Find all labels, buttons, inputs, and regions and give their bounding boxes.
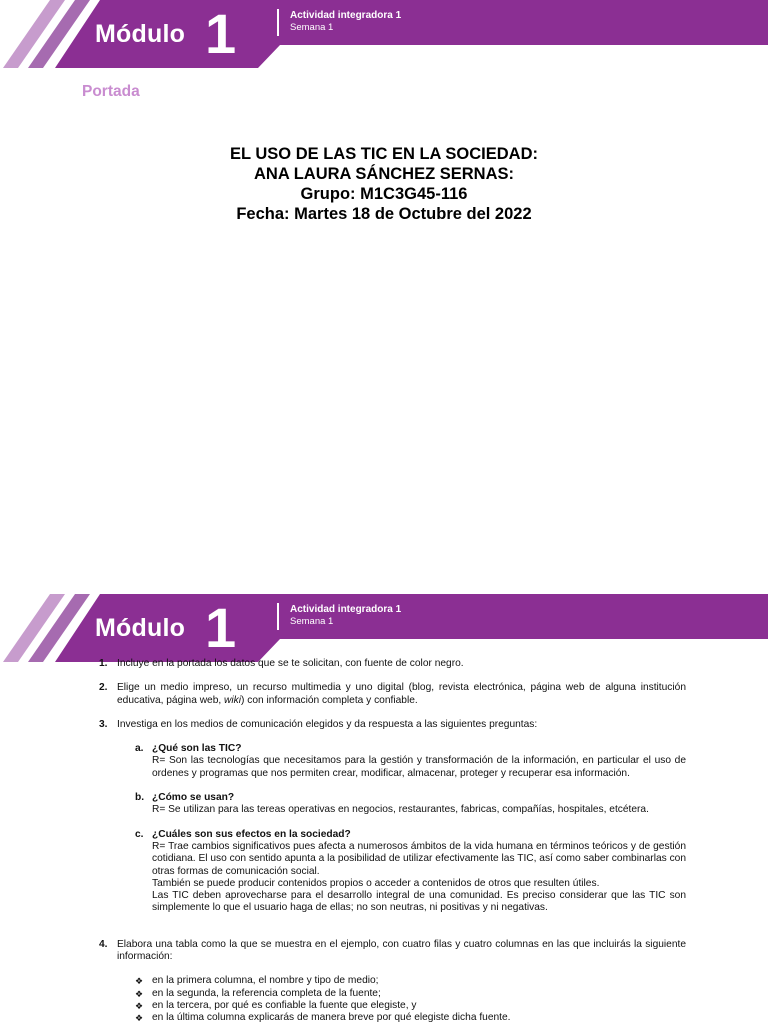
header-divider	[277, 9, 279, 36]
item-text: Incluye en la portada los datos que se te solicitan, con fuente de color negro.	[117, 658, 464, 669]
item-text: Investiga en los medios de comunicación elegidos y da respuesta a las siguientes preguntas:	[117, 718, 538, 730]
cover-author: ANA LAURA SÁNCHEZ SERNAS:	[253, 165, 515, 183]
bullet-text: en la tercera, por qué es confiable la fuente que elegiste, y	[152, 999, 417, 1011]
item-number: 4.	[99, 938, 108, 950]
question-text: ¿Cómo se usan?	[152, 792, 235, 804]
module-banner	[0, 594, 768, 664]
bullet-list	[135, 975, 686, 1024]
answer-text: R= Se utilizan para las tereas operativas en negocios, restaurantes, fabricas, compañías, hospitales, etcétera.	[152, 804, 649, 816]
question-letter: a.	[135, 743, 144, 755]
bullet-symbol: ❖	[135, 1013, 144, 1024]
page-2	[0, 594, 768, 1024]
instruction-item	[99, 938, 686, 1024]
item-number: 1.	[99, 658, 108, 669]
cover-block	[0, 144, 768, 224]
bullet-item	[135, 1000, 686, 1012]
item-text: Elabora una tabla como la que se muestra en el ejemplo, con cuatro filas y cuatro columnas en las que incluirás la siguiente información:	[117, 938, 686, 963]
item-number: 2.	[99, 682, 108, 694]
bullet-symbol: ❖	[135, 988, 144, 999]
question-a	[135, 743, 686, 780]
instruction-item	[99, 658, 686, 670]
answer-text-3: Las TIC deben aprovecharse para el desarrollo integral de una comunidad. Es preciso considerar que las TIC son simplemente lo que el usuario haga de ellas; no son neutras, ni positivas y ni negativas.	[152, 890, 686, 914]
item-text-part: ) con información completa y confiable.	[241, 694, 418, 706]
answer-text: R= Son las tecnologías que necesitamos para la gestión y transformación de la información, en particular el uso de ordenes y programas que nos permiten crear, modificar, almacenar, proteger y recuperar esa información.	[152, 755, 686, 779]
bullet-item	[135, 988, 686, 1000]
module-word: Módulo	[95, 614, 186, 642]
module-banner	[0, 0, 768, 70]
module-number: 1	[205, 596, 237, 659]
bullet-text: en la última columna explicarás de manera breve por qué elegiste dicha fuente.	[152, 1012, 511, 1024]
module-number: 1	[205, 2, 237, 65]
cover-date: Fecha: Martes 18 de Octubre del 2022	[236, 205, 532, 223]
cover-title: EL USO DE LAS TIC EN LA SOCIEDAD:	[229, 145, 539, 163]
bullet-symbol: ❖	[135, 976, 144, 987]
answer-text-2: También se puede producir contenidos propios o acceder a contenidos de otros que resulten útiles.	[152, 877, 600, 889]
bullet-item	[135, 975, 686, 987]
activity-title: Actividad integradora 1	[290, 10, 402, 21]
instruction-item	[99, 682, 686, 707]
question-text: ¿Qué son las TIC?	[152, 743, 242, 755]
question-letter: c.	[135, 828, 144, 840]
header-divider	[277, 603, 279, 630]
instructions	[0, 658, 768, 1024]
bullet-text: en la primera columna, el nombre y tipo de medio;	[152, 975, 379, 987]
question-b	[135, 792, 686, 817]
question-c	[135, 828, 686, 915]
instruction-item	[99, 718, 686, 915]
item-text-part: Elige un medio impreso, un recurso multimedia y uno digital (blog, revista electrónica, página web de alguna institución educativa, página web,	[117, 682, 686, 706]
item-text	[117, 682, 686, 707]
answer-text: R= Trae cambios significativos pues afecta a numerosos ámbitos de la vida humana en términos teóricos y de gestión cotidiana. El uso con sentido apunta a la posibilidad de utilizar efectivamente las TIC, así como saber combinarlas con otras formas de comunicación social.	[152, 840, 686, 877]
bullet-symbol: ❖	[135, 1000, 144, 1011]
item-number: 3.	[99, 718, 108, 730]
activity-title: Actividad integradora 1	[290, 604, 402, 615]
question-text: ¿Cuáles son sus efectos en la sociedad?	[152, 828, 351, 840]
activity-week: Semana 1	[290, 616, 334, 627]
cover-group: Grupo: M1C3G45-116	[300, 185, 468, 203]
bullet-text: en la segunda, la referencia completa de la fuente;	[152, 987, 381, 999]
module-word: Módulo	[95, 20, 186, 48]
bullet-item	[135, 1012, 686, 1024]
activity-week: Semana 1	[290, 22, 334, 33]
section-label: Portada	[82, 83, 140, 100]
question-letter: b.	[135, 792, 145, 804]
item-text-italic: wiki	[224, 694, 242, 706]
